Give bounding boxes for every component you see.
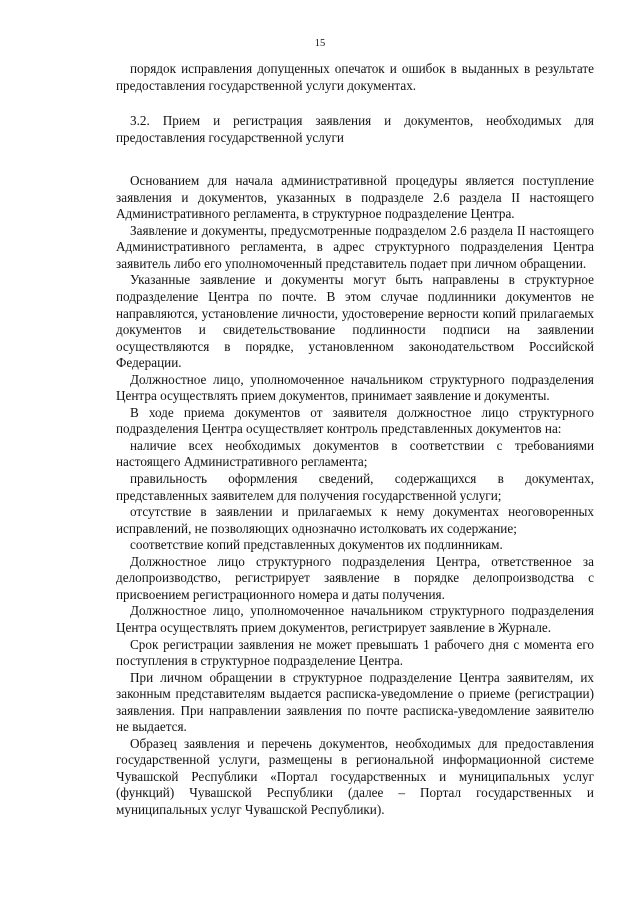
paragraph: Образец заявления и перечень документов, необходимых для предоставления государственной услуги, размещены в региональной информационной системе Чувашской Республики «Портал государственных и муниципальных услуг (функций) Чувашской Республики (далее – Портал государственных и муниципальных услуг Чувашской Республики). [116, 735, 594, 817]
list-item: наличие всех необходимых документов в соответствии с требованиями настоящего Административного регламента; [116, 437, 594, 470]
document-body [116, 61, 594, 819]
list-item: отсутствие в заявлении и прилагаемых к нему документах неоговоренных исправлений, не позволяющих однозначно истолковать их содержание; [116, 504, 594, 536]
list-item: соответствие копий представленных документов их подлинникам. [130, 537, 503, 553]
list-item: правильность оформления сведений, содержащихся в документах, представленных заявителем для получения государственной услуги; [116, 471, 594, 503]
paragraph: В ходе приема документов от заявителя должностное лицо структурного подразделения Центра осуществляет контроль представленных документов на: [116, 404, 594, 437]
paragraph: Основанием для начала административной процедуры является поступление заявления и документов, указанных в подразделе 2.6 раздела II настоящего Административного регламента, в структурное подразделение Центра. [116, 173, 594, 222]
page-number: 15 [314, 38, 326, 49]
paragraph: Срок регистрации заявления не может превышать 1 рабочего дня с момента его поступления в структурное подразделение Центра. [116, 636, 594, 669]
paragraph-continuation: порядок исправления допущенных опечаток и ошибок в выданных в результате предоставления государственной услуги документах. [116, 61, 594, 93]
paragraph: Должностное лицо, уполномоченное начальником структурного подразделения Центра осуществлять прием документов, регистрирует заявление в Журнале. [116, 603, 594, 635]
paragraph: Заявление и документы, предусмотренные подразделом 2.6 раздела II настоящего Административного регламента, в адрес структурного подразделения Центра заявитель либо его уполномоченный представитель подает при личном обращении. [116, 222, 594, 271]
section-heading: 3.2. Прием и регистрация заявления и документов, необходимых для предоставления государственной услуги [116, 113, 594, 145]
paragraph: Должностное лицо, уполномоченное начальником структурного подразделения Центра осуществлять прием документов, принимает заявление и документы. [116, 371, 594, 404]
paragraph: Указанные заявление и документы могут быть направлены в структурное подразделение Центра по почте. В этом случае подлинники документов не направляются, установление личности, удостоверение верности копий прилагаемых документов и свидетельствование подлинности подписи на заявлении осуществляются в порядке, установленном законодательством Российской Федерации. [116, 272, 594, 371]
paragraph: При личном обращении в структурное подразделение Центра заявителям, их законным представителям выдается расписка-уведомление о приеме (регистрации) заявления. При направлении заявления по почте расписка-уведомление заявителю не выдается. [116, 669, 594, 735]
paragraph: Должностное лицо структурного подразделения Центра, ответственное за делопроизводство, регистрирует заявление в порядке делопроизводства с присвоением регистрационного номера и даты получения. [116, 553, 594, 602]
